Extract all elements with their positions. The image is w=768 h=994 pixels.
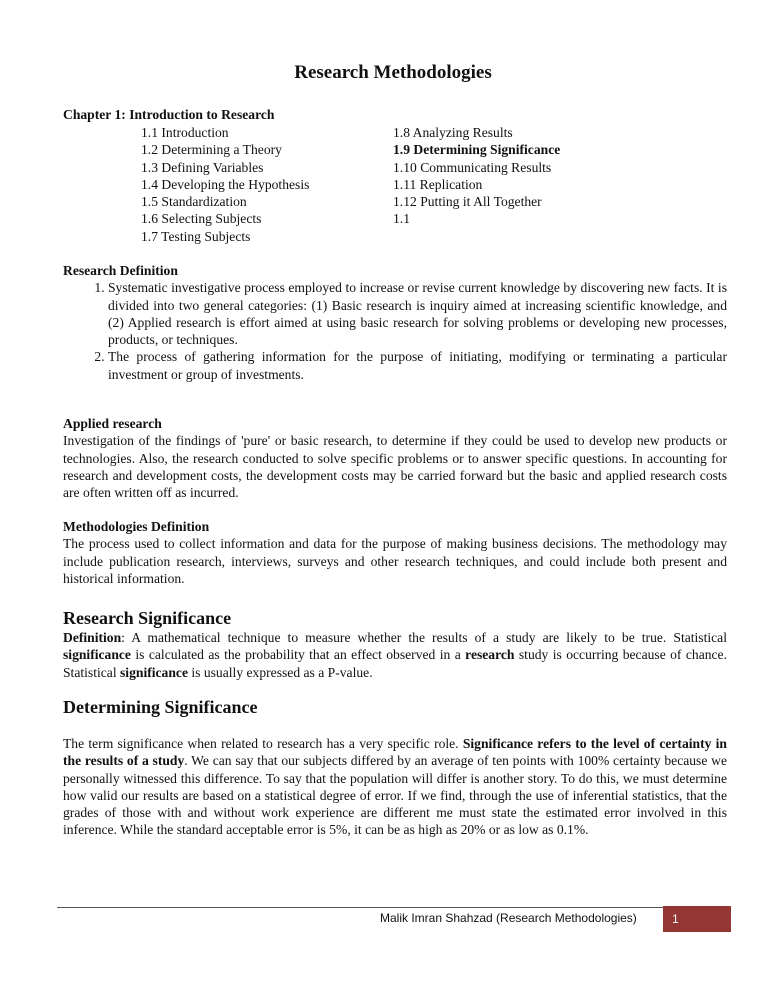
section-heading: Research Significance	[63, 608, 232, 628]
toc-item: 1.12 Putting it All Together	[393, 194, 542, 210]
determining-significance-section	[63, 696, 727, 839]
chapter-heading: Chapter 1: Introduction to Research	[63, 107, 275, 122]
list-item: 2. The process of gathering information for the purpose of initiating, modifying or terminating a particular investment or group of investments.	[108, 348, 727, 383]
research-definition-section	[63, 262, 727, 383]
toc-item: 1.6 Selecting Subjects	[141, 211, 262, 227]
text: study is occurring because of chance. Statistical	[63, 647, 727, 680]
paragraph	[63, 629, 727, 681]
paragraph: Investigation of the findings of 'pure' or basic research, to determine if they could be used to develop new products or technologies. Also, the research conducted to solve specific problems or to answer specific questions. In accounting for research and development costs, the development costs may be carried forward but the basic and applied research costs are often written off as incurred.	[63, 433, 727, 501]
bold-text: Significance refers to the level of certainty in the results of a study	[63, 736, 727, 769]
toc-item: 1.10 Communicating Results	[393, 159, 552, 175]
paragraph: The process used to collect information and data for the purpose of making business decisions. The methodology may include publication research, interviews, surveys and other research techniques, and could include both present and historical information.	[63, 536, 727, 586]
text: . We can say that our subjects differed by an average of ten points with 100% certainty because we personally witnessed this difference. To say that the population will differ is another story. To do this, we must determine how valid our results are based on a statistical degree of error. If we find, through the use of inferential statistics, that the grades of those with and without work experience are different me must state the estimated error involved in this inference. While the standard acceptable error is 5%, it can be as high as 20% or as low as 0.1%.	[63, 753, 727, 838]
text: : A mathematical technique to measure whether the results of a study are likely to be true. Statistical	[121, 630, 727, 645]
section-heading: Applied research	[63, 416, 162, 431]
toc-item: 1.1 Introduction	[141, 125, 229, 140]
toc-right	[393, 124, 560, 228]
bold-text: significance	[120, 664, 188, 680]
text: is calculated as the probability that an effect observed in a	[130, 647, 466, 663]
toc-item: 1.5 Standardization	[141, 194, 247, 210]
footer-divider	[57, 907, 663, 908]
text: is usually expressed as a P-value.	[187, 664, 373, 680]
applied-research-section	[63, 415, 727, 501]
research-significance-section	[63, 607, 727, 681]
list-item: 1. Systematic investigative process employed to increase or revise current knowledge by discovering new facts. It is divided into two general categories: (1) Basic research is inquiry aimed at increasing scientific knowledge, and (2) Applied research is effort aimed at using basic research for solving problems or developing new processes, products, or techniques.	[108, 279, 727, 348]
section-heading: Methodologies Definition	[63, 519, 210, 534]
page-title: Research Methodologies	[294, 62, 492, 83]
bold-text: Definition	[63, 630, 122, 645]
page-number: 1	[663, 906, 731, 932]
methodologies-definition-section	[63, 518, 727, 587]
toc-item: 1.2 Determining a Theory	[141, 142, 282, 158]
toc-item: 1.3 Defining Variables	[141, 159, 264, 175]
footer-text: Malik Imran Shahzad (Research Methodologies)	[380, 911, 637, 925]
toc-item: 1.4 Developing the Hypothesis	[141, 176, 310, 192]
text: The term significance when related to research has a very specific role.	[63, 736, 463, 751]
toc-item: 1.11 Replication	[393, 176, 483, 192]
toc-item: 1.1	[393, 211, 410, 227]
paragraph	[63, 735, 727, 839]
toc-item: 1.7 Testing Subjects	[141, 228, 251, 244]
toc-item: 1.8 Analyzing Results	[393, 125, 513, 140]
section-heading: Research Definition	[63, 263, 178, 278]
toc-left	[141, 124, 309, 245]
toc-item-current: 1.9 Determining Significance	[393, 142, 561, 158]
bold-text: research	[465, 647, 515, 663]
bold-text: significance	[63, 647, 131, 663]
section-heading: Determining Significance	[63, 697, 258, 717]
